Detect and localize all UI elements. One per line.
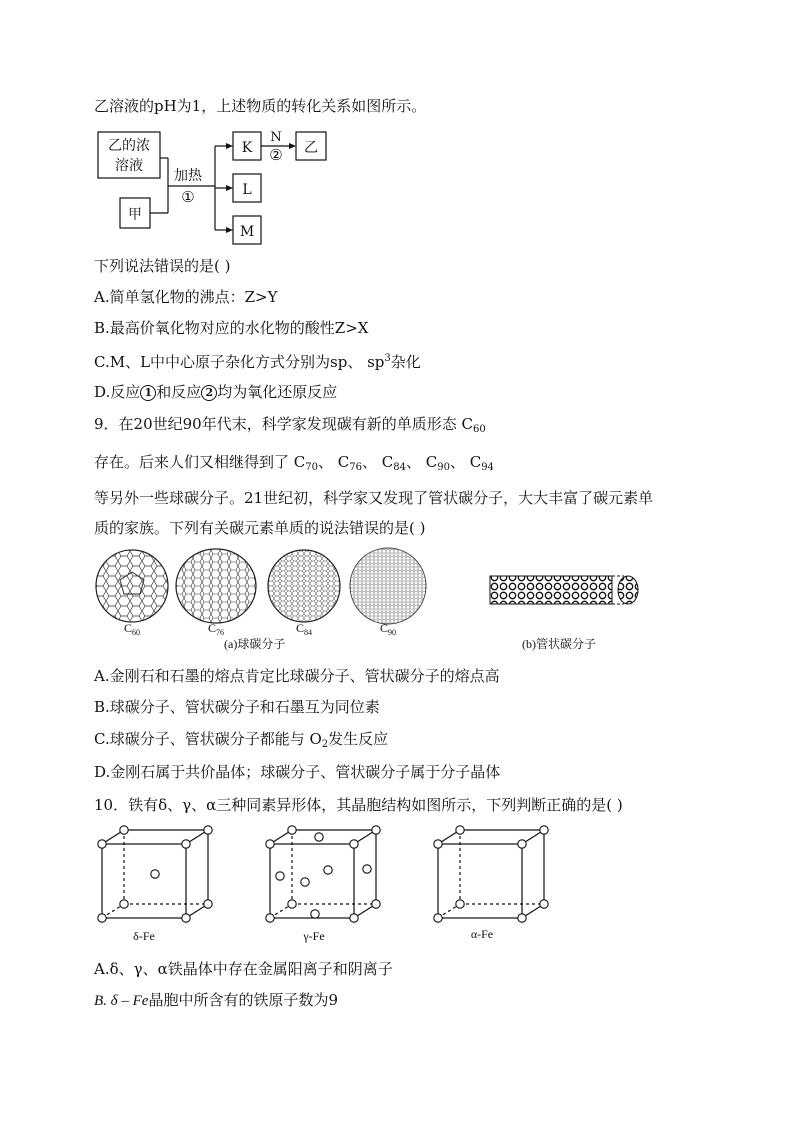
q10-option-b-pre: B. δ – Fe <box>94 993 149 1009</box>
q10-option-a: A.δ、γ、α铁晶体中存在金属阳离子和阴离子 <box>94 960 393 978</box>
carbon-nanotube <box>490 576 638 604</box>
q9-line4: 质的家族。下列有关碳元素单质的说法错误的是( ) <box>94 519 426 537</box>
heat-label: 加热 <box>174 168 202 184</box>
box-product-label: 乙 <box>304 140 318 156</box>
q9-c60-sub: 60 <box>472 424 486 435</box>
conversion-flow-diagram <box>90 124 350 248</box>
q10-option-b <box>94 990 338 1011</box>
q9-line1 <box>94 414 486 440</box>
step2-label: ② <box>269 146 283 164</box>
q10-option-b-post: 晶胞中所含有的铁原子数为9 <box>148 991 339 1009</box>
q9-sep-1: 、 C <box>317 453 350 471</box>
q8-option-a: A.简单氢化物的沸点：Z>Y <box>94 288 278 306</box>
c76-molecule <box>176 549 256 623</box>
caption-ball-carbon: (a)球碳分子 <box>224 637 286 651</box>
gamma-fe-cell <box>270 830 376 918</box>
q8-option-c-sup: 3 <box>384 353 391 364</box>
q9-sep-4: 、 C <box>449 453 482 471</box>
box-jia-label: 甲 <box>128 207 142 223</box>
alpha-fe-cell <box>438 830 544 918</box>
q9-sep-2: 、 C <box>361 453 394 471</box>
q9-o2-sub: 2 <box>321 739 329 750</box>
caption-tube-carbon: (b)管状碳分子 <box>522 637 596 651</box>
iron-unit-cells-figure <box>94 822 564 946</box>
q9-line1-text: 9．在20世纪90年代末，科学家发现碳有新的单质形态 C <box>94 415 473 433</box>
q9-c94-sub: 94 <box>481 462 494 473</box>
q8-option-c <box>94 349 421 372</box>
q9-c90-sub: 90 <box>437 462 450 473</box>
q8-option-d-mid: 和反应 <box>156 383 202 401</box>
reaction-2-marker: 2 <box>201 385 217 401</box>
alpha-fe-label: α-Fe <box>470 927 494 941</box>
q9-option-c <box>94 729 388 755</box>
q8-option-c-end: 杂化 <box>390 353 421 371</box>
q9-c70-sub: 70 <box>305 462 318 473</box>
box-yi-line2: 溶液 <box>115 158 143 174</box>
c90-molecule <box>350 548 426 624</box>
c84-molecule <box>268 550 340 622</box>
step1-label: ① <box>181 188 195 206</box>
box-yi-line1: 乙的浓 <box>108 138 150 154</box>
c84-label: $C_{84}$ <box>296 621 313 637</box>
delta-fe-label: δ-Fe <box>133 929 155 943</box>
c60-label: $C_{60}$ <box>124 621 141 637</box>
q8-option-d <box>94 382 337 402</box>
box-l-label: L <box>242 182 252 198</box>
q9-option-b: B.球碳分子、管状碳分子和石墨互为同位素 <box>94 698 380 716</box>
intro-text: 乙溶液的pH为1，上述物质的转化关系如图所示。 <box>94 97 427 115</box>
reaction-1-marker: 1 <box>140 385 156 401</box>
q10-stem: 10．铁有δ、γ、α三种同素异形体，其晶胞结构如图所示，下列判断正确的是( ) <box>94 796 623 814</box>
q9-line2-text: 存在。后来人们又相继得到了 C <box>94 453 306 471</box>
q9-c76-sub: 76 <box>349 462 362 473</box>
box-k-label: K <box>241 140 253 156</box>
box-m-label: M <box>239 224 255 240</box>
q8-stem: 下列说法错误的是( ) <box>94 257 231 275</box>
q9-sep-3: 、 C <box>405 453 438 471</box>
q9-option-a: A.金刚石和石墨的熔点肯定比球碳分子、管状碳分子的熔点高 <box>94 667 500 685</box>
c90-label: $C_{90}$ <box>380 621 397 637</box>
q8-option-d-post: 均为氧化还原反应 <box>217 383 338 401</box>
q9-c84-sub: 84 <box>393 462 406 473</box>
q9-option-c-text: C.球碳分子、管状碳分子都能与 O <box>94 730 322 748</box>
gamma-fe-label: γ-Fe <box>303 929 325 943</box>
q8-option-d-pre: D.反应 <box>94 383 141 401</box>
c60-molecule <box>96 550 168 622</box>
q9-line2 <box>94 452 494 478</box>
q9-line3: 等另外一些球碳分子。21世纪初，科学家又发现了管状碳分子，大大丰富了碳元素单 <box>94 489 654 507</box>
q9-option-c-end: 发生反应 <box>328 730 389 748</box>
q8-option-c-text: C.M、L中中心原子杂化方式分别为sp、 sp <box>94 353 385 371</box>
n-label: N <box>270 130 282 145</box>
q8-option-b: B.最高价氧化物对应的水化物的酸性Z>X <box>94 319 369 337</box>
c76-label: $C_{76}$ <box>208 621 225 637</box>
q9-option-d: D.金刚石属于共价晶体；球碳分子、管状碳分子属于分子晶体 <box>94 763 501 781</box>
carbon-allotropes-figure <box>94 546 654 654</box>
